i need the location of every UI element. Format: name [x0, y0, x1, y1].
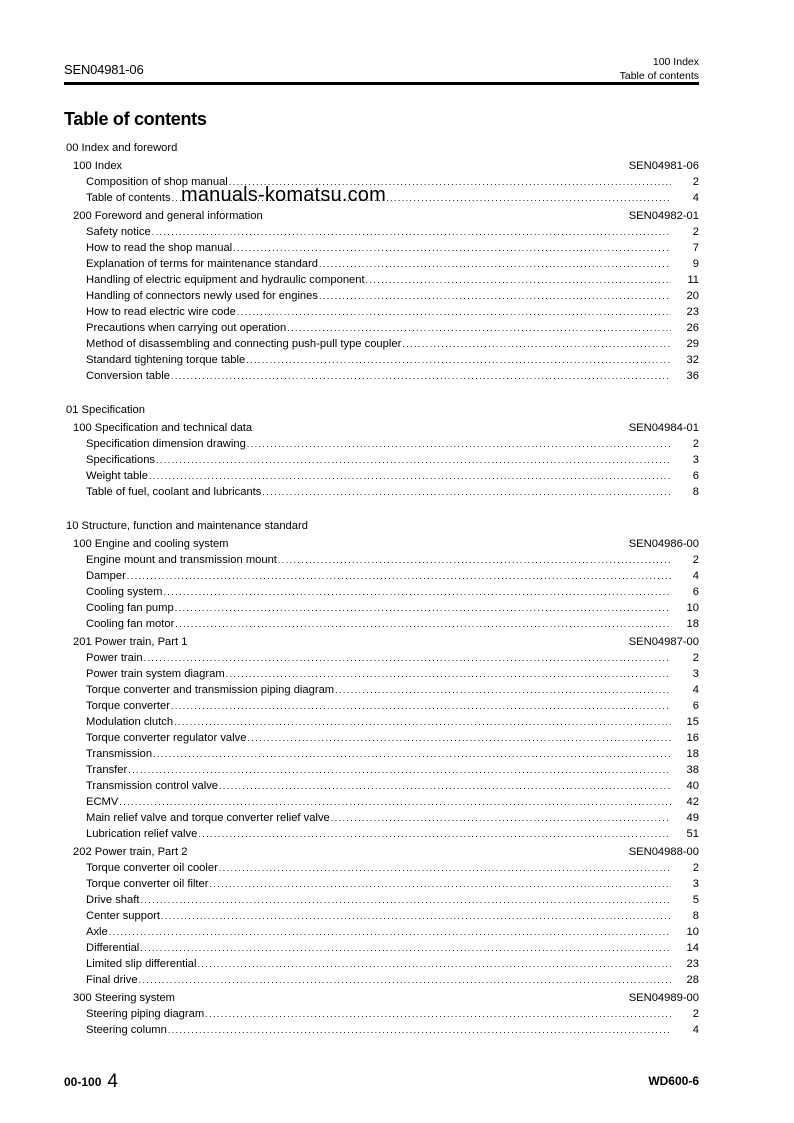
entry-label: Torque converter oil filter [86, 878, 209, 890]
entry-label: Torque converter oil cooler [86, 862, 218, 874]
toc-entry[interactable] [64, 468, 699, 484]
entry-label: Method of disassembling and connecting push-pull type coupler [86, 338, 402, 350]
toc-entry[interactable] [64, 876, 699, 892]
toc-entry[interactable] [64, 552, 699, 568]
entry-page-number: 10 [686, 926, 699, 938]
entry-page-number: 2 [692, 862, 699, 874]
entry-page-number: 36 [686, 370, 699, 382]
dot-leader [210, 876, 672, 892]
entry-page-number: 38 [686, 764, 699, 776]
entry-label: Torque converter and transmission piping diagram [86, 684, 335, 696]
dot-leader [226, 666, 671, 682]
entry-label: Engine mount and transmission mount [86, 554, 277, 566]
toc-entry[interactable] [64, 616, 699, 632]
dot-leader [175, 616, 671, 632]
entry-page-number: 51 [686, 828, 699, 840]
dot-leader [219, 778, 671, 794]
dot-leader [149, 468, 671, 484]
entry-page-number: 8 [692, 486, 699, 498]
dot-leader [262, 484, 671, 500]
entry-label: Torque converter regulator valve [86, 732, 247, 744]
toc-entry[interactable] [64, 908, 699, 924]
entry-page-number: 4 [692, 570, 699, 582]
entry-label: Center support [86, 910, 161, 922]
entry-label: Modulation clutch [86, 716, 174, 728]
toc-entry[interactable] [64, 256, 699, 272]
entry-label: Steering piping diagram [86, 1008, 205, 1020]
toc-entry[interactable] [64, 272, 699, 288]
entry-label: Main relief valve and torque converter relief valve [86, 812, 330, 824]
entry-label: Explanation of terms for maintenance standard [86, 258, 318, 270]
entry-label: Damper [86, 570, 126, 582]
entry-page-number: 2 [692, 652, 699, 664]
entry-page-number: 8 [692, 910, 699, 922]
toc-chapter: 01 Specification [66, 404, 145, 416]
entry-label: Table of contents [86, 192, 171, 204]
entry-page-number: 2 [692, 438, 699, 450]
entry-page-number: 6 [692, 700, 699, 712]
toc-entry[interactable] [64, 1006, 699, 1022]
dot-leader [144, 650, 671, 666]
toc-entry[interactable] [64, 224, 699, 240]
toc-entry[interactable] [64, 484, 699, 500]
document-code: SEN04981-06 [64, 62, 144, 77]
toc-entry[interactable] [64, 584, 699, 600]
entry-page-number: 3 [692, 668, 699, 680]
entry-label: Precautions when carrying out operation [86, 322, 287, 334]
toc-section[interactable] [64, 844, 699, 860]
entry-page-number: 23 [686, 958, 699, 970]
page-title: Table of contents [64, 109, 207, 129]
section-title: 100 Index [73, 160, 123, 172]
entry-label: Transfer [86, 764, 128, 776]
toc-entry[interactable] [64, 436, 699, 452]
entry-page-number: 20 [686, 290, 699, 302]
toc-entry[interactable] [64, 940, 699, 956]
dot-leader [163, 584, 671, 600]
section-doc-code: SEN04988-00 [628, 846, 699, 858]
toc-entry[interactable] [64, 746, 699, 762]
footer-section-code: 00-100 [64, 1075, 102, 1089]
entry-label: Differential [86, 942, 140, 954]
entry-page-number: 2 [692, 554, 699, 566]
dot-leader [287, 320, 671, 336]
entry-label: Safety notice [86, 226, 151, 238]
toc-chapter: 10 Structure, function and maintenance standard [66, 520, 308, 532]
toc-entry[interactable] [64, 810, 699, 826]
toc-section[interactable] [64, 634, 699, 650]
section-title: 202 Power train, Part 2 [73, 846, 188, 858]
entry-page-number: 49 [686, 812, 699, 824]
entry-page-number: 10 [686, 602, 699, 614]
dot-leader [128, 762, 671, 778]
toc-entry[interactable] [64, 730, 699, 746]
toc-entry[interactable] [64, 860, 699, 876]
toc-entry[interactable] [64, 352, 699, 368]
toc-entry[interactable] [64, 778, 699, 794]
dot-leader [247, 436, 671, 452]
section-title: 200 Foreword and general information [73, 210, 263, 222]
dot-leader [237, 304, 671, 320]
toc-entry[interactable] [64, 288, 699, 304]
entry-label: Axle [86, 926, 108, 938]
toc-entry[interactable] [64, 320, 699, 336]
entry-page-number: 16 [686, 732, 699, 744]
section-doc-code: SEN04989-00 [628, 992, 699, 1004]
entry-page-number: 3 [692, 878, 699, 890]
entry-page-number: 6 [692, 470, 699, 482]
entry-page-number: 26 [686, 322, 699, 334]
toc-entry[interactable] [64, 762, 699, 778]
entry-label: Torque converter [86, 700, 170, 712]
entry-label: Steering column [86, 1024, 167, 1036]
entry-page-number: 2 [692, 226, 699, 238]
dot-leader [205, 1006, 671, 1022]
dot-leader [247, 730, 671, 746]
dot-leader [161, 908, 671, 924]
dot-leader [168, 1022, 671, 1038]
dot-leader [402, 336, 671, 352]
section-title: 300 Steering system [73, 992, 175, 1004]
entry-page-number: 28 [686, 974, 699, 986]
toc-entry[interactable] [64, 1022, 699, 1038]
entry-label: How to read the shop manual [86, 242, 233, 254]
dot-leader [319, 256, 671, 272]
section-doc-code: SEN04987-00 [628, 636, 699, 648]
entry-page-number: 18 [686, 618, 699, 630]
entry-label: Transmission [86, 748, 153, 760]
toc-section[interactable] [64, 208, 699, 224]
toc-entry[interactable] [64, 714, 699, 730]
entry-page-number: 15 [686, 716, 699, 728]
entry-label: Cooling fan motor [86, 618, 175, 630]
toc-section[interactable] [64, 536, 699, 552]
dot-leader [174, 714, 671, 730]
toc-entry[interactable] [64, 794, 699, 810]
header-subsection: Table of contents [619, 70, 699, 82]
entry-page-number: 2 [692, 176, 699, 188]
entry-page-number: 23 [686, 306, 699, 318]
entry-page-number: 18 [686, 748, 699, 760]
toc-entry[interactable] [64, 892, 699, 908]
dot-leader [153, 746, 671, 762]
dot-leader [233, 240, 671, 256]
dot-leader [140, 892, 671, 908]
section-doc-code: SEN04986-00 [628, 538, 699, 550]
entry-page-number: 14 [686, 942, 699, 954]
entry-label: Handling of connectors newly used for engines [86, 290, 318, 302]
toc-entry[interactable] [64, 972, 699, 988]
toc-entry[interactable] [64, 452, 699, 468]
entry-label: Specifications [86, 454, 156, 466]
dot-leader [366, 272, 671, 288]
entry-label: How to read electric wire code [86, 306, 236, 318]
section-doc-code: SEN04984-01 [628, 422, 699, 434]
toc-entry[interactable] [64, 368, 699, 384]
entry-label: Drive shaft [86, 894, 140, 906]
entry-label: Composition of shop manual [86, 176, 228, 188]
entry-page-number: 3 [692, 454, 699, 466]
toc-entry[interactable] [64, 650, 699, 666]
entry-label: Transmission control valve [86, 780, 219, 792]
dot-leader [246, 352, 671, 368]
header-rule [64, 82, 699, 85]
entry-page-number: 42 [686, 796, 699, 808]
section-doc-code: SEN04982-01 [628, 210, 699, 222]
entry-page-number: 4 [692, 1024, 699, 1036]
footer-page-number: 4 [107, 1071, 118, 1092]
entry-label: Limited slip differential [86, 958, 197, 970]
toc-entry[interactable] [64, 304, 699, 320]
toc-entry[interactable] [64, 666, 699, 682]
entry-label: Power train system diagram [86, 668, 225, 680]
entry-page-number: 6 [692, 586, 699, 598]
entry-label: Handling of electric equipment and hydraulic component [86, 274, 365, 286]
footer-model: WD600-6 [648, 1074, 699, 1088]
dot-leader [140, 940, 671, 956]
dot-leader [219, 860, 671, 876]
entry-page-number: 4 [692, 192, 699, 204]
toc-entry[interactable] [64, 698, 699, 714]
toc-section[interactable] [64, 990, 699, 1006]
section-title: 201 Power train, Part 1 [73, 636, 188, 648]
entry-page-number: 40 [686, 780, 699, 792]
dot-leader [331, 810, 671, 826]
entry-label: ECMV [86, 796, 119, 808]
dot-leader [119, 794, 671, 810]
dot-leader [152, 224, 671, 240]
entry-page-number: 2 [692, 1008, 699, 1020]
table-of-contents [64, 140, 699, 1038]
entry-page-number: 11 [687, 274, 699, 286]
entry-label: Weight table [86, 470, 148, 482]
section-title: 100 Engine and cooling system [73, 538, 229, 550]
entry-label: Cooling fan pump [86, 602, 174, 614]
footer-page-ref [64, 1070, 118, 1092]
dot-leader [171, 368, 671, 384]
entry-label: Final drive [86, 974, 138, 986]
entry-label: Specification dimension drawing [86, 438, 246, 450]
dot-leader [335, 682, 671, 698]
toc-section[interactable] [64, 158, 699, 174]
toc-chapter: 00 Index and foreword [66, 142, 178, 154]
entry-label: Cooling system [86, 586, 163, 598]
section-doc-code: SEN04981-06 [628, 160, 699, 172]
dot-leader [278, 552, 671, 568]
dot-leader [139, 972, 671, 988]
dot-leader [197, 956, 671, 972]
toc-entry[interactable] [64, 956, 699, 972]
toc-entry[interactable] [64, 826, 699, 842]
dot-leader [175, 600, 671, 616]
dot-leader [171, 698, 671, 714]
entry-page-number: 29 [686, 338, 699, 350]
toc-entry[interactable] [64, 568, 699, 584]
entry-page-number: 32 [686, 354, 699, 366]
dot-leader [319, 288, 671, 304]
dot-leader [156, 452, 671, 468]
running-header [620, 55, 699, 83]
entry-label: Conversion table [86, 370, 170, 382]
toc-entry[interactable] [64, 924, 699, 940]
entry-label: Lubrication relief valve [86, 828, 198, 840]
entry-label: Power train [86, 652, 143, 664]
toc-entry[interactable] [64, 240, 699, 256]
entry-page-number: 5 [692, 894, 699, 906]
toc-entry[interactable] [64, 682, 699, 698]
entry-page-number: 7 [692, 242, 699, 254]
entry-label: Standard tightening torque table [86, 354, 246, 366]
dot-leader [109, 924, 671, 940]
toc-entry[interactable] [64, 336, 699, 352]
entry-page-number: 4 [692, 684, 699, 696]
section-title: 100 Specification and technical data [73, 422, 253, 434]
watermark: manuals-komatsu.com [181, 184, 386, 206]
entry-label: Table of fuel, coolant and lubricants [86, 486, 262, 498]
header-section: 100 Index [652, 56, 699, 68]
dot-leader [127, 568, 671, 584]
toc-section[interactable] [64, 420, 699, 436]
entry-page-number: 9 [692, 258, 699, 270]
toc-entry[interactable] [64, 600, 699, 616]
dot-leader [198, 826, 671, 842]
